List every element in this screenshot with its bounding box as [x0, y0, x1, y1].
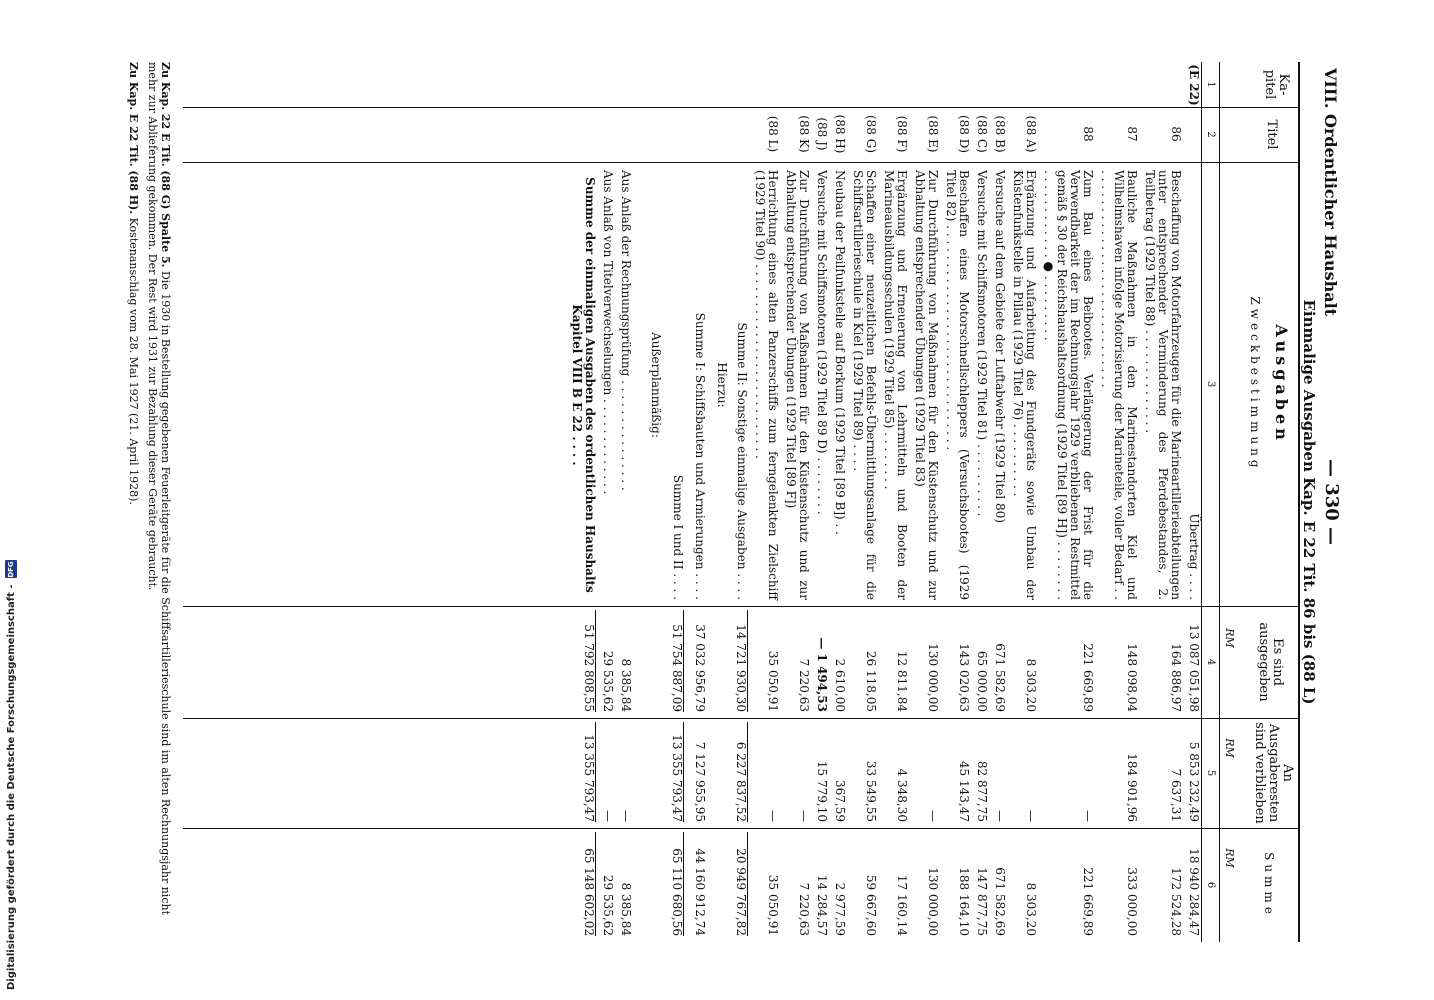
colnum-4: 4	[1205, 658, 1216, 666]
cell-ausgegeben: 7 220,63	[797, 658, 811, 712]
colnum-1: 1	[1205, 81, 1216, 88]
cell-ausgegeben: 35 050,91	[766, 650, 780, 712]
cell-ausgabereste: 13 355 793,47	[670, 722, 684, 822]
table-row	[748, 62, 779, 942]
cell-summe: 8 303,20	[1024, 882, 1038, 936]
cell-zweck: Summe der einmaligen Ausgaben des ordentlichen Haushalts Kapitel VIII B E 22 . . . .	[570, 177, 597, 593]
cell-zweck: Summe I: Schiffsbauten und Armierungen . . . .	[693, 312, 707, 600]
cell-ausgegeben: 2 610,00	[833, 658, 847, 712]
table-row	[810, 62, 828, 942]
cell-zweck: Versuche mit Schiffsmotoren (1929 Titel 89 D) . . . . . . . .	[815, 170, 829, 515]
cell-zweck: Hierzu:	[715, 362, 729, 408]
cell-zweck: Übertrag . . . .	[1187, 513, 1201, 600]
cell-summe: 671 582,69	[993, 867, 1007, 936]
cell-ausgabereste: —	[797, 810, 811, 822]
cell-ausgegeben: 51 792 808,55	[582, 610, 596, 712]
cell-zweck: Summe II: Sonstige einmalige Ausgaben . . . .	[735, 322, 749, 600]
table-row	[908, 62, 939, 942]
dfg-notice-text: Digitalisierung gefördert durch die Deutsche Forschungsgemeinschaft -	[5, 584, 17, 990]
cell-ausgegeben: 14 721 930,30	[734, 610, 748, 712]
cell-titel: (88 H)	[833, 114, 847, 154]
cell-ausgabereste: 13 355 793,47	[582, 722, 596, 822]
cell-ausgabereste: 184 901,96	[1125, 753, 1139, 822]
table-row	[779, 62, 810, 942]
cell-ausgegeben: 8 303,20	[1024, 658, 1038, 712]
budget-table	[183, 62, 1300, 942]
cell-zweck: Zur Durchführung von Maßnahmen für den Küstenschutz und zur Abhaltung entsprechender Übungen (1929 Titel [89 F])	[784, 170, 811, 600]
header-ausgegeben: Es sind ausgegeben	[1256, 622, 1285, 702]
colnum-2: 2	[1205, 131, 1216, 138]
cell-summe: 188 164,10	[957, 867, 971, 936]
cell-titel: (88 C)	[975, 115, 989, 153]
cell-ausgabereste: —	[1024, 810, 1038, 822]
cell-titel: (88 G)	[864, 114, 878, 154]
table-row	[706, 62, 728, 942]
cell-zweck: Zum Bau eines Beibootes. Verlängerung der Frist für die Verwendbarkeit der im Rechnungsjahr 1929 verbliebenen Restmittel gemäß § 30 der Reichshaushaltsordnung (1929 Titel [89 H]) . . . . . . . . . . . . . . . . . . . . ● . . . . . . . . .	[1042, 170, 1095, 600]
header-kapitel: Ka- pitel	[1262, 69, 1291, 100]
cell-ausgegeben: 12 811,84	[895, 650, 909, 712]
cell-titel: (88 A)	[1024, 115, 1038, 153]
table-row	[939, 62, 970, 942]
footnote-1: Zu Kap. 22 E Tit. (88 G) Spalte 5. Die 1930 in Bestellung gegebenen Feuerleitgeräte für die Schiffsartillerieschule sind im alten Rechnungsjahr nicht mehr zur Ablieferung gekommen. Der Rest wird 1931 zur Bezahlung dieser Geräte gebraucht.	[146, 62, 172, 915]
cell-zweck: Beschaffen eines Motorschnellschleppers (Versuchsbootes) (1929 Titel 82) . . . . . . . . . . . . . . . . . . . . . . . . . . . . . .	[944, 170, 971, 600]
cell-ausgabereste: —	[1081, 810, 1095, 822]
cell-ausgegeben: 148 098,04	[1125, 643, 1139, 712]
table-row	[596, 62, 614, 942]
cell-summe: 130 000,00	[926, 867, 940, 936]
header-summe: Summe	[1262, 852, 1276, 918]
cell-ausgabereste: 6 227 837,52	[734, 722, 748, 822]
cell-titel: 86	[1169, 126, 1183, 142]
table-row	[1006, 62, 1037, 942]
cell-titel: (88 B)	[993, 115, 1007, 153]
cell-zweck: Zur Durchführung von Maßnahmen für den Küstenschutz und zur Abhaltung entsprechender Übungen (1929 Titel 83)	[913, 170, 940, 600]
cell-summe: 147 877,75	[975, 867, 989, 936]
cell-ausgegeben: 164 886,97	[1169, 643, 1183, 712]
cell-zweck: Versuche auf dem Gebiete der Luftabwehr (1929 Titel 80)	[993, 170, 1007, 524]
dfg-notice	[4, 0, 18, 990]
cell-titel: (88 F)	[895, 115, 909, 153]
cell-zweck: Neubau der Peilfunkstelle auf Borkum (1929 Titel [89 B]) . .	[833, 170, 847, 535]
cell-zweck: Aus Anlaß der Rechnungsprüfung . . . . . . . . . . . . . . .	[619, 170, 633, 491]
cell-ausgegeben: 671 582,69	[993, 643, 1007, 712]
cell-ausgegeben: 221 669,89	[1081, 643, 1095, 712]
cell-ausgegeben: 29 535,62	[601, 650, 615, 712]
cell-zweck: Bauliche Maßnahmen in den Marinestandorten Kiel und Wilhelmshaven infolge Motorisierung der Marineteile, voller Bedarf . . . . . . . . . . . . . . . . . . . . . . . . . . . . . . .	[1099, 170, 1139, 600]
table-body	[556, 62, 1200, 942]
cell-zweck: Herrichtung eines alten Panzerschiffs zum ferngelenkten Zielschiff (1929 Titel 90) . . . . . . . . . . . . . . . . . . . . . . . . . .	[753, 170, 780, 600]
page-header	[1316, 62, 1342, 942]
table-row	[728, 62, 748, 942]
cell-summe: 44 160 912,74	[693, 848, 707, 936]
cell-summe: 2 977,59	[833, 882, 847, 936]
cell-summe: 65 110 680,56	[670, 832, 684, 936]
section-title: VIII. Ordentlicher Haushalt	[1321, 68, 1340, 317]
table-row	[556, 62, 596, 942]
cell-ausgabereste: 33 549,55	[864, 760, 878, 822]
cell-ausgegeben: 51 754 887,09	[670, 610, 684, 712]
colnum-5: 5	[1205, 769, 1216, 777]
cell-ausgabereste: 45 143,47	[957, 760, 971, 822]
cell-summe: 14 284,57	[815, 874, 829, 936]
cell-zweck: Ergänzung und Erneuerung von Lehrmitteln und Booten der Marineausbildungsschulen (1929 Titel 85) . . . . . . . .	[882, 170, 909, 600]
cell-zweck: Beschaffung von Motorfahrzeugen für die Marineartillerieabteilungen unter entsprechender Verminderung des Pferdebestandes, 2. Teilbetrag (1929 Titel 88) . . . . . . . . . . . . . .	[1143, 170, 1183, 600]
cell-zweck: Ergänzung und Aufarbeitung des Fundgeräts sowie Umbau der Küstenfunkstelle in Pillau (1929 Titel 76) . . . . . . . . . .	[1011, 170, 1038, 600]
cell-titel: (88 L)	[766, 115, 780, 153]
cell-ausgegeben: 37 032 956,79	[693, 624, 707, 712]
header-titel: Titel	[1264, 119, 1279, 150]
cell-zweck: Aus Anlaß von Titelverwechselungen . . . . . . . . . . . . .	[601, 170, 615, 495]
cell-titel: 88	[1081, 126, 1095, 142]
table-row	[988, 62, 1006, 942]
unit-col5: RM	[1223, 738, 1236, 758]
cell-ausgabereste: 82 877,75	[975, 760, 989, 822]
cell-summe: 20 949 767,82	[734, 832, 748, 936]
table-row	[684, 62, 706, 942]
table-row	[1037, 62, 1094, 942]
cell-ausgabereste: —	[619, 810, 633, 822]
page-number: — 330 —	[1321, 458, 1342, 546]
cell-titel: (88 D)	[957, 114, 971, 154]
dfg-logo-icon: DFG	[7, 561, 15, 578]
unit-col6: RM	[1223, 848, 1236, 868]
cell-summe: 333 000,00	[1125, 867, 1139, 936]
cell-summe: 7 220,63	[797, 882, 811, 936]
header-ausgaben: Ausgaben	[1272, 324, 1291, 444]
cell-ausgegeben: 8 385,84	[619, 658, 633, 712]
cell-ausgabereste: 367,59	[833, 780, 847, 822]
table-row	[662, 62, 684, 942]
table-row	[1182, 62, 1200, 942]
header-zweckbestimmung: Zweckbestimmung	[1248, 296, 1262, 472]
rotated-page	[112, 62, 1342, 942]
table-row	[877, 62, 908, 942]
table-row	[1138, 62, 1182, 942]
cell-zweck: Schaffen einer neuzeitlichen Befehls-Übermittlungsanlage für die Schiffsartillerieschule in Kiel (1929 Titel 89) . . . .	[851, 170, 878, 600]
unit-col4: RM	[1223, 628, 1236, 648]
cell-ausgabereste: 7 127 955,95	[693, 741, 707, 822]
table-row	[1094, 62, 1138, 942]
cell-ausgegeben: 26 118,05	[864, 650, 878, 712]
footnote-2: Zu Kap. E 22 Tit. (88 H). Kostenanschlag vom 28. Mai 1927 (21. April 1928).	[127, 62, 140, 505]
cell-titel: 87	[1125, 126, 1139, 142]
cell-summe: 17 160,14	[895, 874, 909, 936]
footnotes	[121, 62, 172, 922]
cell-summe: 8 385,84	[619, 882, 633, 936]
header-ausgabereste: An Ausgaberesten sind verblieben	[1252, 722, 1295, 824]
table-row	[828, 62, 846, 942]
cell-ausgabereste: —	[926, 810, 940, 822]
table-row	[632, 62, 662, 942]
cell-ausgabereste: 7 637,31	[1169, 768, 1183, 822]
cell-zweck: Außerplanmäßig:	[649, 332, 663, 438]
cell-ausgabereste: —	[601, 810, 615, 822]
cell-ausgegeben: 130 000,00	[926, 643, 940, 712]
cell-summe: 29 535,62	[601, 874, 615, 936]
cell-kapitel: (E 22)	[1187, 64, 1201, 106]
table-row	[846, 62, 877, 942]
cell-ausgabereste: —	[993, 810, 1007, 822]
table-row	[970, 62, 988, 942]
colnum-6: 6	[1205, 881, 1216, 889]
table-row	[614, 62, 632, 942]
cell-ausgegeben: 65 000,00	[975, 650, 989, 712]
cell-summe: 18 940 284,47	[1187, 848, 1201, 936]
cell-summe: 59 667,60	[864, 874, 878, 936]
page-subtitle: Einmalige Ausgaben Kap. E 22 Tit. 86 bis (88 L)	[1300, 299, 1318, 705]
cell-summe: 172 524,28	[1169, 867, 1183, 936]
cell-ausgegeben: — 1 494,53	[815, 637, 829, 712]
cell-zweck: Summe I und II . . . .	[671, 474, 685, 600]
cell-ausgabereste: 15 779,10	[815, 760, 829, 822]
colnum-3: 3	[1205, 380, 1216, 388]
cell-ausgegeben: 13 087 051,98	[1187, 624, 1201, 712]
cell-titel: (88 E)	[926, 115, 940, 153]
cell-summe: 65 148 602,02	[582, 832, 596, 936]
cell-titel: (88 J)	[815, 117, 829, 151]
cell-ausgegeben: 143 020,63	[957, 643, 971, 712]
cell-summe: 35 050,91	[766, 874, 780, 936]
cell-titel: (88 K)	[797, 115, 811, 153]
cell-ausgabereste: 4 348,30	[895, 768, 909, 822]
cell-summe: 221 669,89	[1081, 867, 1095, 936]
cell-ausgabereste: —	[766, 810, 780, 822]
cell-zweck: Versuche mit Schiffsmotoren (1929 Titel 81) . . . . . . . . . .	[975, 170, 989, 517]
cell-ausgabereste: 5 853 232,49	[1187, 741, 1201, 822]
